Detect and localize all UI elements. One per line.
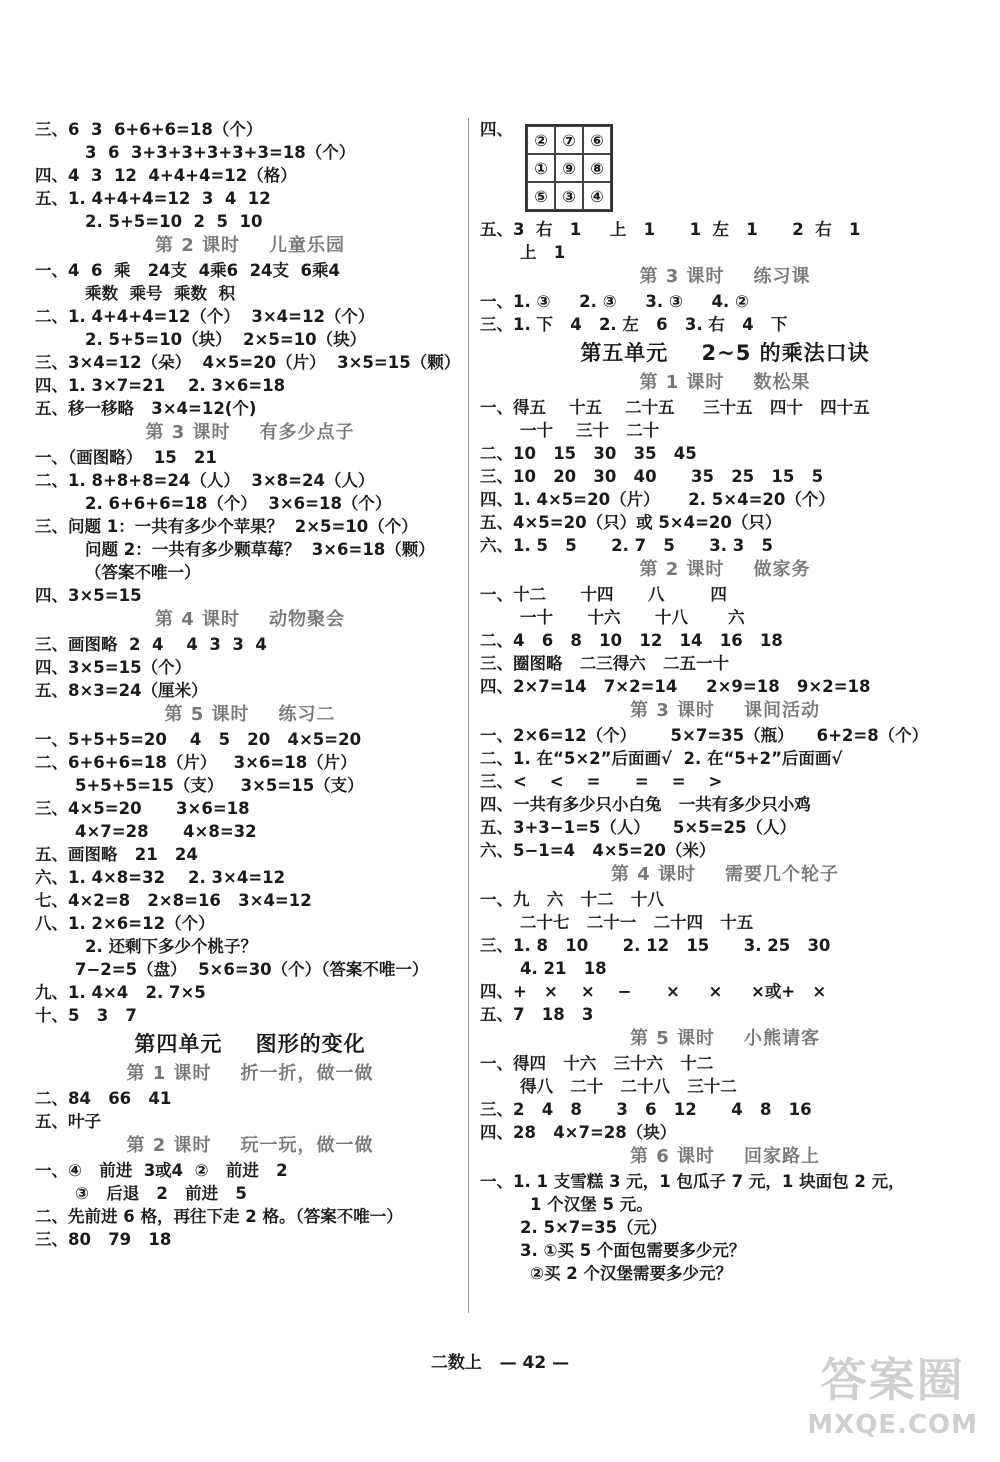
answer-line: 六、5−1=4 4×5=20（米） xyxy=(480,841,716,860)
answer-line-indented: 得八 二十 二十八 三十二 xyxy=(520,1077,737,1096)
grid-cell: ③ xyxy=(555,182,583,210)
answer-line: 七、4×2=8 2×8=16 3×4=12 xyxy=(35,891,312,910)
right-column xyxy=(480,118,970,1285)
watermark-en: MXQE.COM xyxy=(807,1410,978,1440)
lesson-heading: 第 3 课时 练习课 xyxy=(639,266,811,287)
answer-line: 一、④ 前进 3或4 ② 前进 2 xyxy=(35,1161,288,1180)
answer-line-indented: 二十七 二十一 二十四 十五 xyxy=(520,913,754,932)
lesson-heading: 第 1 课时 数松果 xyxy=(639,372,811,393)
grid-cell: ② xyxy=(527,126,555,154)
answer-line: 五、1. 4+4+4=12 3 4 12 xyxy=(35,189,271,208)
answer-line-indented: （答案不唯一） xyxy=(85,563,201,582)
answer-line-indented: ③ 后退 2 前进 5 xyxy=(75,1184,247,1203)
answer-line-indented: 问题 2：一共有多少颗草莓？ 3×6=18（颗） xyxy=(85,540,435,559)
answer-line: 十、5 3 7 xyxy=(35,1006,137,1025)
answer-line-indented: 2. 5+5=10 2 5 10 xyxy=(85,212,263,231)
answer-line: 四、3×5=15（个） xyxy=(35,658,192,677)
lesson-heading: 第 2 课时 儿童乐园 xyxy=(154,235,346,256)
answer-line: 一、得四 十六 三十六 十二 xyxy=(480,1054,714,1073)
answer-line-indented: 2. 还剩下多少个桃子？ xyxy=(85,937,257,956)
lesson-heading: 第 4 课时 需要几个轮子 xyxy=(610,864,840,885)
answer-line: 五、叶子 xyxy=(35,1112,101,1131)
answer-line-indented: 上 1 xyxy=(520,243,566,262)
grid-cell: ⑨ xyxy=(555,154,583,182)
lesson-heading: 第 6 课时 回家路上 xyxy=(629,1146,821,1167)
grid-cell: ④ xyxy=(583,182,611,210)
grid-question-label: 四、 xyxy=(480,120,513,139)
answer-line: 五、8×3=24（厘米） xyxy=(35,681,208,700)
answer-line-indented: 3 6 3+3+3+3+3+3=18（个） xyxy=(85,143,356,162)
answer-line-indented: 2. 5×7=35（元） xyxy=(520,1218,667,1237)
answer-line-indented: 7−2=5（盘） 5×6=30（个）（答案不唯一） xyxy=(75,960,429,979)
number-grid-question xyxy=(480,118,970,218)
answer-line-indented: 一十 三十 二十 xyxy=(520,421,660,440)
answer-line: 四、4 3 12 4+4+4=12（格） xyxy=(35,166,297,185)
answer-line: 五、移一移略 3×4=12(个) xyxy=(35,399,257,418)
unit-heading: 第四单元 图形的变化 xyxy=(134,1032,366,1056)
answer-line: 五、3 右 1 上 1 1 左 1 2 右 1 xyxy=(480,220,861,239)
answer-line: 一、得五 十五 二十五 三十五 四十 四十五 xyxy=(480,398,870,417)
answer-line: 二、4 6 8 10 12 14 16 18 xyxy=(480,631,783,650)
watermark-cn: 答案圈 xyxy=(820,1353,965,1407)
answer-line: 五、4×5=20（只）或 5×4=20（只） xyxy=(480,513,782,532)
answer-line: 九、1. 4×4 2. 7×5 xyxy=(35,983,206,1002)
lesson-heading: 第 5 课时 小熊请客 xyxy=(629,1028,821,1049)
grid-cell: ⑤ xyxy=(527,182,555,210)
answer-line: 六、1. 4×8=32 2. 3×4=12 xyxy=(35,868,286,887)
lesson-heading: 第 5 课时 练习二 xyxy=(164,704,336,725)
answer-line: 一、1. 1 支雪糕 3 元，1 包瓜子 7 元，1 块面包 2 元， xyxy=(480,1172,905,1191)
answer-line-indented: 2. 6+6+6=18（个） 3×6=18（个） xyxy=(85,494,392,513)
answer-line-indented: 乘数 乘号 乘数 积 xyxy=(85,284,235,303)
watermark-logo xyxy=(807,1344,978,1440)
answer-line: 二、1. 8+8+8=24（人） 3×8=24（人） xyxy=(35,471,375,490)
answer-line: 四、3×5=15 xyxy=(35,586,142,605)
answer-line: 四、+ × × − × × ×或+ × xyxy=(480,982,827,1001)
answer-line: 三、2 4 8 3 6 12 4 8 16 xyxy=(480,1100,812,1119)
column-divider xyxy=(468,118,469,1313)
answer-line: 三、6 3 6+6+6=18（个） xyxy=(35,120,263,139)
answer-line-indented: 一十 十六 十八 六 xyxy=(520,608,745,627)
answer-line: 三、< < = = = > xyxy=(480,772,723,791)
answer-line: 三、10 20 30 40 35 25 15 5 xyxy=(480,467,824,486)
answer-line: 二、先前进 6 格，再往下走 2 格。（答案不唯一） xyxy=(35,1207,403,1226)
answer-line: 四、28 4×7=28（块） xyxy=(480,1123,677,1142)
grid-cell: ① xyxy=(527,154,555,182)
answer-line: 一、（画图略） 15 21 xyxy=(35,448,217,467)
answer-line: 二、84 66 41 xyxy=(35,1089,172,1108)
answer-line: 一、十二 十四 八 四 xyxy=(480,585,727,604)
lesson-heading: 第 3 课时 有多少点子 xyxy=(145,422,355,443)
answer-line: 二、1. 在“5×2”后面画√ 2. 在“5+2”后面画√ xyxy=(480,749,843,768)
grid-cell: ⑦ xyxy=(555,126,583,154)
answer-line: 一、5+5+5=20 4 5 20 4×5=20 xyxy=(35,730,362,749)
answer-line: 三、1. 8 10 2. 12 15 3. 25 30 xyxy=(480,936,831,955)
left-column xyxy=(35,118,465,1251)
answer-line: 四、2×7=14 7×2=14 2×9=18 9×2=18 xyxy=(480,677,871,696)
answer-line: 八、1. 2×6=12（个） xyxy=(35,914,215,933)
answer-line: 一、九 六 十二 十八 xyxy=(480,890,664,909)
answer-line: 五、画图略 21 24 xyxy=(35,845,198,864)
answer-line-indented: ②买 2 个汉堡需要多少元？ xyxy=(530,1264,732,1283)
answer-line-indented: 2. 5+5=10（块） 2×5=10（块） xyxy=(85,330,367,349)
grid-cell: ⑧ xyxy=(583,154,611,182)
number-grid xyxy=(525,124,613,212)
lesson-heading: 第 4 课时 动物聚会 xyxy=(154,609,346,630)
unit-heading: 第五单元 2~5 的乘法口诀 xyxy=(580,341,870,365)
answer-line: 三、画图略 2 4 4 3 3 4 xyxy=(35,635,267,654)
answer-line: 五、7 18 3 xyxy=(480,1005,594,1024)
answer-line-indented: 1 个汉堡 5 元。 xyxy=(530,1195,653,1214)
answer-line: 四、1. 3×7=21 2. 3×6=18 xyxy=(35,376,286,395)
answer-line: 三、3×4=12（朵） 4×5=20（片） 3×5=15（颗） xyxy=(35,353,461,372)
answer-line: 三、问题 1：一共有多少个苹果？ 2×5=10（个） xyxy=(35,517,418,536)
lesson-heading: 第 3 课时 课间活动 xyxy=(629,700,821,721)
answer-line: 一、4 6 乘 24支 4乘6 24支 6乘4 xyxy=(35,261,340,280)
answer-line: 三、1. 下 4 2. 左 6 3. 右 4 下 xyxy=(480,315,788,334)
answer-line: 一、1. ③ 2. ③ 3. ③ 4. ② xyxy=(480,292,750,311)
answer-line: 四、一共有多少只小白兔 一共有多少只小鸡 xyxy=(480,795,811,814)
lesson-heading: 第 2 课时 做家务 xyxy=(639,559,811,580)
page-footer: 二数上 — 42 — xyxy=(430,1353,570,1373)
right-column-answers xyxy=(480,218,970,1285)
answer-line: 三、80 79 18 xyxy=(35,1230,172,1249)
grid-cell: ⑥ xyxy=(583,126,611,154)
answer-line: 三、圈图略 二三得六 二五一十 xyxy=(480,654,729,673)
answer-line: 二、6+6+6=18（片） 3×6=18（片） xyxy=(35,753,357,772)
answer-line: 六、1. 5 5 2. 7 5 3. 3 5 xyxy=(480,536,773,555)
answer-line: 二、1. 4+4+4=12（个） 3×4=12（个） xyxy=(35,307,375,326)
answer-line-indented: 3. ①买 5 个面包需要多少元？ xyxy=(520,1241,746,1260)
answer-line: 四、1. 4×5=20（片） 2. 5×4=20（个） xyxy=(480,490,835,509)
answer-line-indented: 4×7=28 4×8=32 xyxy=(75,822,257,841)
answer-line: 一、2×6=12（个） 5×7=35（瓶） 6+2=8（个） xyxy=(480,726,929,745)
answer-line: 五、3+3−1=5（人） 5×5=25（人） xyxy=(480,818,796,837)
answer-line: 二、10 15 30 35 45 xyxy=(480,444,697,463)
answer-line: 三、4×5=20 3×6=18 xyxy=(35,799,250,818)
lesson-heading: 第 1 课时 折一折，做一做 xyxy=(126,1063,374,1084)
answer-line-indented: 5+5+5=15（支） 3×5=15（支） xyxy=(75,776,364,795)
answer-line-indented: 4. 21 18 xyxy=(520,959,607,978)
lesson-heading: 第 2 课时 玩一玩，做一做 xyxy=(126,1135,374,1156)
